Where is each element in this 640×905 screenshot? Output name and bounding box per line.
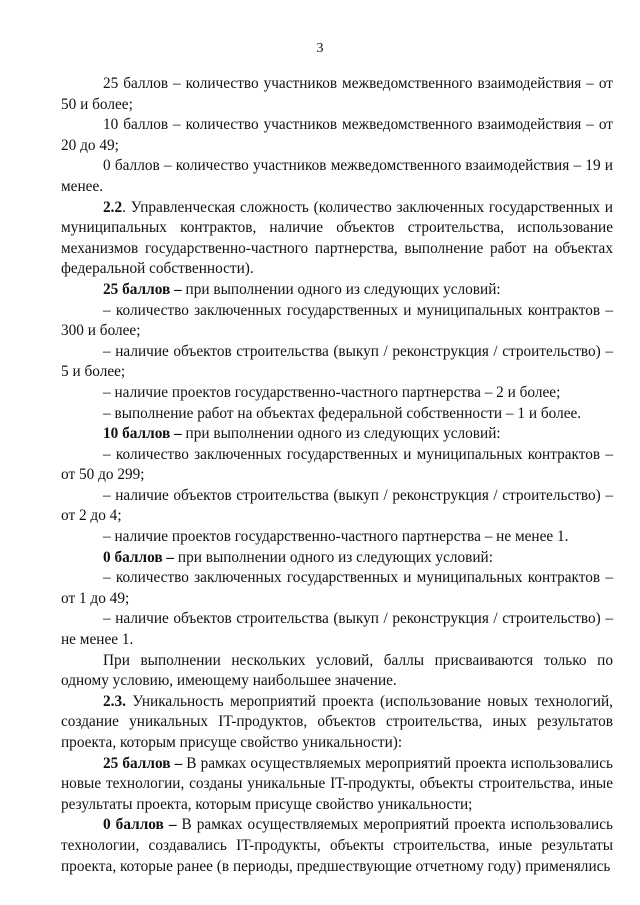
paragraph-text: – количество заключенных государственных и муниципальных контрактов – от 1 до 49; [61,569,613,607]
paragraph-bold-lead: 2.3. [103,692,126,710]
paragraph [61,527,613,548]
paragraph-text: 25 баллов – количество участников межведомственного взаимодействия – от 50 и более; [61,75,613,113]
paragraph [61,198,613,280]
paragraph [61,115,613,156]
paragraph [61,156,613,197]
paragraph [61,548,613,569]
paragraph-text: – наличие проектов государственно-частного партнерства – не менее 1. [103,528,569,546]
paragraph [61,609,613,650]
paragraph-bold-lead: 0 баллов – [103,816,177,834]
paragraph-bold-lead: 2.2 [103,198,123,216]
paragraph-text: при выполнении одного из следующих условий: [181,280,501,298]
paragraph [61,568,613,609]
paragraph-text: – выполнение работ на объектах федеральной собственности – 1 и более. [103,404,582,422]
paragraph [61,280,613,301]
document-body [61,74,613,877]
paragraph [61,486,613,527]
paragraph-text: – наличие объектов строительства (выкуп / реконструкция / строительство) – от 2 до 4; [61,486,613,525]
paragraph [61,74,613,115]
paragraph-text: 0 баллов – количество участников межведомственного взаимодействия – 19 и менее. [61,157,613,195]
paragraph [61,815,613,877]
paragraph-text: при выполнении одного из следующих условий: [174,548,493,566]
paragraph-text: – количество заключенных государственных и муниципальных контрактов – 300 и более; [61,301,613,340]
paragraph [61,301,613,342]
paragraph-text: Уникальность мероприятий проекта (использование новых технологий, создание уникальных IT-продуктов, объектов строительства, иных результатов проекта, которым присуще свойство уникальности): [61,692,613,751]
paragraph [61,651,613,692]
paragraph-bold-lead: 25 баллов – [103,754,183,772]
paragraph [61,754,613,816]
paragraph-text: – количество заключенных государственных и муниципальных контрактов – от 50 до 299; [61,445,613,484]
paragraph-text: 10 баллов – количество участников межведомственного взаимодействия – от 20 до 49; [61,116,613,154]
page-number: 3 [316,41,324,56]
paragraph [61,383,613,404]
paragraph [61,342,613,383]
paragraph-bold-lead: 0 баллов – [103,548,175,566]
paragraph-text: В рамках осуществляемых мероприятий проекта использовались технологии, создавались IT-продукты, объекты строительства, иные результаты проекта, которые ранее (в периоды, предшествующие отчетному году) применялись [61,816,613,875]
paragraph-text: – наличие объектов строительства (выкуп / реконструкция / строительство) – не менее 1. [61,610,613,649]
paragraph-text: – наличие проектов государственно-частного партнерства – 2 и более; [103,383,561,401]
paragraph-text: – наличие объектов строительства (выкуп / реконструкция / строительство) – 5 и более; [61,342,613,381]
paragraph-text: При выполнении нескольких условий, баллы присваиваются только по одному условию, имеющему наибольшее значение. [61,651,613,690]
paragraph [61,424,613,445]
paragraph [61,692,613,754]
paragraph-bold-lead: 10 баллов – [103,425,182,443]
paragraph-text: . Управленческая сложность (количество заключенных государственных и муниципальных контрактов, наличие объектов строительства, использование механизмов государственно-частного партнерства, выполнение работ на объектах федеральной собственности). [61,198,613,278]
paragraph-bold-lead: 25 баллов – [103,280,182,298]
paragraph-text: при выполнении одного из следующих условий: [181,425,501,443]
paragraph-text: В рамках осуществляемых мероприятий проекта использовались новые технологии, созданы уникальные IT-продукты, объекты строительства, иные результаты проекта, которым присуще свойство уникальности; [61,754,614,813]
paragraph [61,404,613,425]
paragraph [61,445,613,486]
